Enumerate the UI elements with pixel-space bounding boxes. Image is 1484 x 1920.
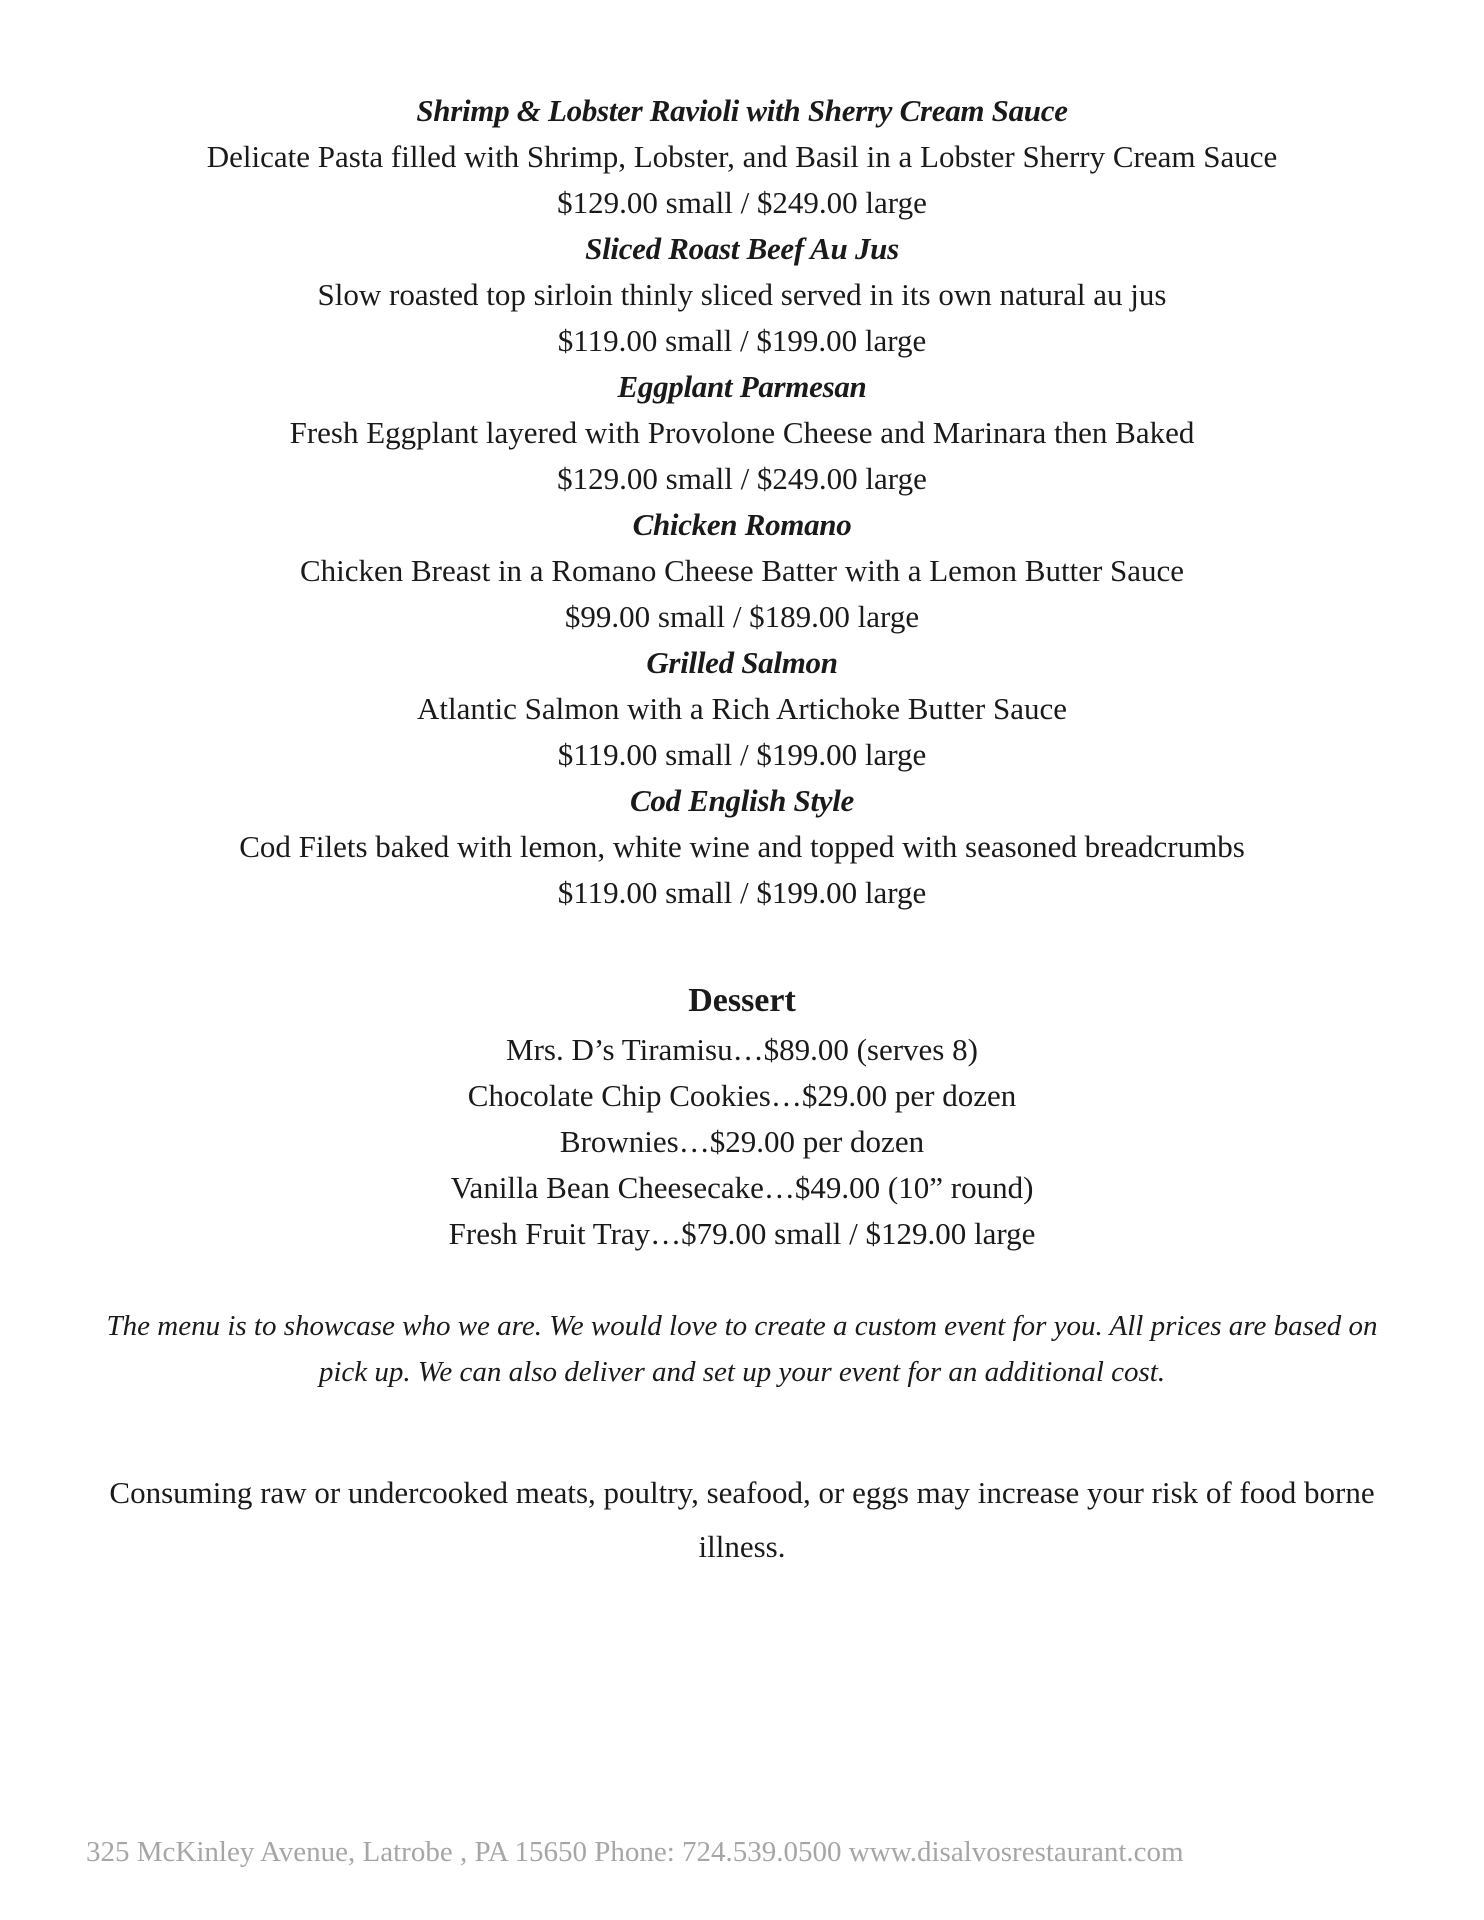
entree-description: Delicate Pasta filled with Shrimp, Lobster, and Basil in a Lobster Sherry Cream Sauce bbox=[206, 139, 1278, 174]
entree-name: Cod English Style bbox=[629, 783, 854, 818]
contact-footer: 325 McKinley Avenue, Latrobe , PA 15650 Phone: 724.539.0500 www.disalvosrestaurant.com bbox=[86, 1836, 1184, 1868]
custom-event-note: The menu is to showcase who we are. We would love to create a custom event for you. All prices are based on pick up. We can also deliver and set up your event for an additional cost. bbox=[106, 1310, 1378, 1388]
entree-description: Slow roasted top sirloin thinly sliced served in its own natural au jus bbox=[317, 277, 1167, 312]
entree-price: $99.00 small / $189.00 large bbox=[564, 599, 920, 634]
dessert-item: Chocolate Chip Cookies…$29.00 per dozen bbox=[467, 1078, 1017, 1113]
entree-item bbox=[0, 502, 1484, 640]
entree-description: Chicken Breast in a Romano Cheese Batter with a Lemon Butter Sauce bbox=[299, 553, 1185, 588]
entree-item bbox=[0, 640, 1484, 778]
entree-price: $119.00 small / $199.00 large bbox=[557, 323, 927, 358]
food-safety-warning: Consuming raw or undercooked meats, poultry, seafood, or eggs may increase your risk of food borne illness. bbox=[109, 1475, 1375, 1564]
entree-price: $129.00 small / $249.00 large bbox=[557, 461, 927, 496]
entree-item bbox=[0, 778, 1484, 916]
dessert-item: Fresh Fruit Tray…$79.00 small / $129.00 large bbox=[448, 1216, 1036, 1251]
dessert-item: Mrs. D’s Tiramisu…$89.00 (serves 8) bbox=[506, 1032, 978, 1067]
entree-name: Grilled Salmon bbox=[646, 645, 838, 680]
entree-description: Fresh Eggplant layered with Provolone Cheese and Marinara then Baked bbox=[289, 415, 1195, 450]
entree-item bbox=[0, 88, 1484, 226]
entree-item bbox=[0, 226, 1484, 364]
entree-description: Atlantic Salmon with a Rich Artichoke Butter Sauce bbox=[416, 691, 1067, 726]
dessert-section bbox=[0, 975, 1484, 1257]
entree-list bbox=[0, 88, 1484, 916]
entree-name: Chicken Romano bbox=[632, 507, 852, 542]
entree-price: $119.00 small / $199.00 large bbox=[557, 875, 927, 910]
dessert-item: Brownies…$29.00 per dozen bbox=[559, 1124, 925, 1159]
entree-description: Cod Filets baked with lemon, white wine and topped with seasoned breadcrumbs bbox=[239, 829, 1245, 864]
entree-item bbox=[0, 364, 1484, 502]
entree-name: Shrimp & Lobster Ravioli with Sherry Cream Sauce bbox=[416, 93, 1068, 128]
entree-price: $119.00 small / $199.00 large bbox=[557, 737, 927, 772]
dessert-item: Vanilla Bean Cheesecake…$49.00 (10” round) bbox=[450, 1170, 1034, 1205]
entree-price: $129.00 small / $249.00 large bbox=[557, 185, 927, 220]
entree-name: Sliced Roast Beef Au Jus bbox=[585, 231, 899, 266]
dessert-heading: Dessert bbox=[688, 982, 796, 1019]
entree-name: Eggplant Parmesan bbox=[617, 369, 867, 404]
